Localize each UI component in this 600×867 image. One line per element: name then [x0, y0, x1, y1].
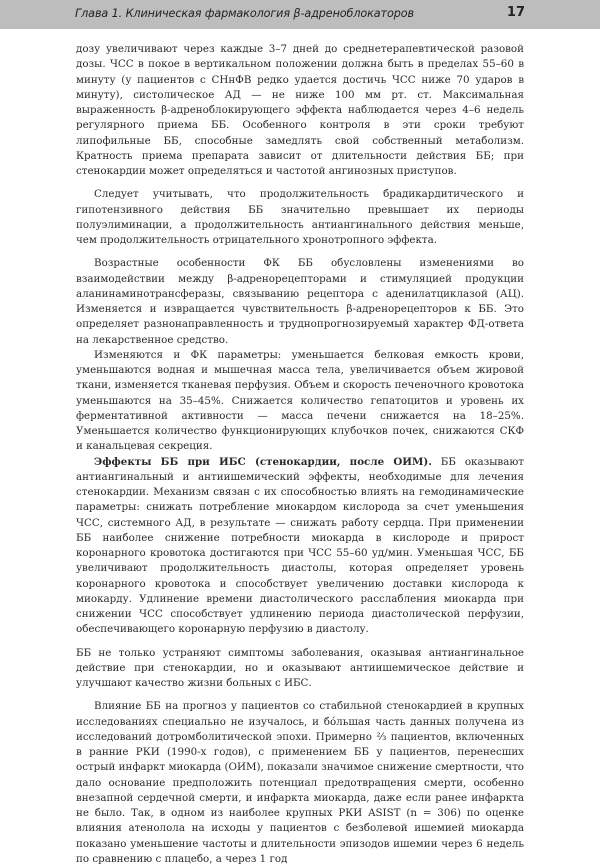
page-body	[76, 42, 524, 867]
paragraph	[76, 455, 524, 638]
paragraph: Влияние ББ на прогноз у пациентов со стабильной стенокардией в крупных исследованиях специально не изучалось, и бóльшая часть данных получена из исследований дотромболитической эпохи. Примерно ⅔ пациентов, включенных в ранние РКИ (1990-х годов), с применением ББ у пациентов, перенесших острый инфаркт миокарда (ОИМ), показали значимое снижение смертности, что дало основание предположить потенциал предотвращения смерти, особенно внезапной сердечной смерти, и инфаркта миокарда, даже если ранее инфаркта не было. Так, в одном из наиболее крупных РКИ ASIST (n = 306) по оценке влияния атенолола на исходы у пациентов с безболевой ишемией миокарда показано уменьшение частоты и длительности эпизодов ишемии через 6 недель по сравнению с плацебо, а через 1 год	[76, 700, 524, 865]
paragraph: Следует учитывать, что продолжительность брадикардитического и гипотензивного действия ББ значительно превышает их периоды полуэлиминации, а продолжительность антиангинального действия меньше, чем продолжительность отрицательного хронотропного эффекта.	[76, 188, 524, 246]
page-number: 17	[506, 5, 525, 20]
running-header	[0, 0, 600, 29]
paragraph: Возрастные особенности ФК ББ обусловлены изменениями во взаимодействии между β-адренорецепторами и стимуляцией продукции аланинаминотрансферазы, связыванию рецептора с аденилатциклазой (АЦ). Изменяется и извращается чувствительность β-адренорецепторов к ББ. Это определяет разнонаправленность и труднопрогнозируемый характер ФД-ответа на лекарственное средство.	[76, 257, 524, 346]
paragraph-text: ББ оказывают антиангинальный и антиишемический эффекты, необходимые для лечения стенокардии. Механизм связан с их способностью влиять на гемодинамические параметры: снижать потребление миокардом кислорода за счет уменьшения ЧСС, системного АД, в результате — снижать работу сердца. При применении ББ наиболее снижение потребности миокарда в кислороде и прирост коронарного кровотока достигаются при ЧСС 55–60 уд/мин. Уменьшая ЧСС, ББ увеличивают продолжительность диастолы, которая определяет уровень коронарного кровотока и способствует увеличению доставки кислорода к миокарду. Удлинение времени диастолического расслабления миокарда при снижении ЧСС способствует удлинению периода диастолической перфузии, обеспечивающего коронарную перфузию в диастолу.	[76, 455, 524, 636]
paragraph: ББ не только устраняют симптомы заболевания, оказывая антиангинальное действие при стенокардии, но и оказывают антиишемическое действие и улучшают качество жизни больных с ИБС.	[76, 646, 524, 689]
chapter-title: Глава 1. Клиническая фармакология β-адреноблокаторов	[75, 7, 414, 20]
paragraph: Изменяются и ФК параметры: уменьшается белковая емкость крови, уменьшаются водная и мышечная масса тела, увеличивается объем жировой ткани, изменяется тканевая перфузия. Объем и скорость печеночного кровотока уменьшаются на 35–45%. Снижается количество гепатоцитов и уровень их ферментативной активности — масса печени снижается на 18–25%. Уменьшается количество функционирующих клубочков почек, снижаются СКФ и канальцевая секреция.	[76, 348, 524, 453]
section-run-in-heading: Эффекты ББ при ИБС (стенокардии, после ОИМ).	[94, 455, 432, 468]
paragraph: дозу увеличивают через каждые 3–7 дней до среднетерапевтической разовой дозы. ЧСС в покое в вертикальном положении должна быть в пределах 55–60 в минуту (у пациентов с СНнФВ редко удается достичь ЧСС ниже 70 ударов в минуту), систолическое АД — не ниже 100 мм рт. ст. Максимальная выраженность β-адреноблокирующего эффекта наблюдается через 4–6 недель регулярного приема ББ. Особенного контроля в эти сроки требуют липофильные ББ, способные замедлять свой собственный метаболизм. Кратность приема препарата зависит от длительности действия ББ; при стенокардии может определяться и частотой ангинозных приступов.	[76, 43, 524, 177]
